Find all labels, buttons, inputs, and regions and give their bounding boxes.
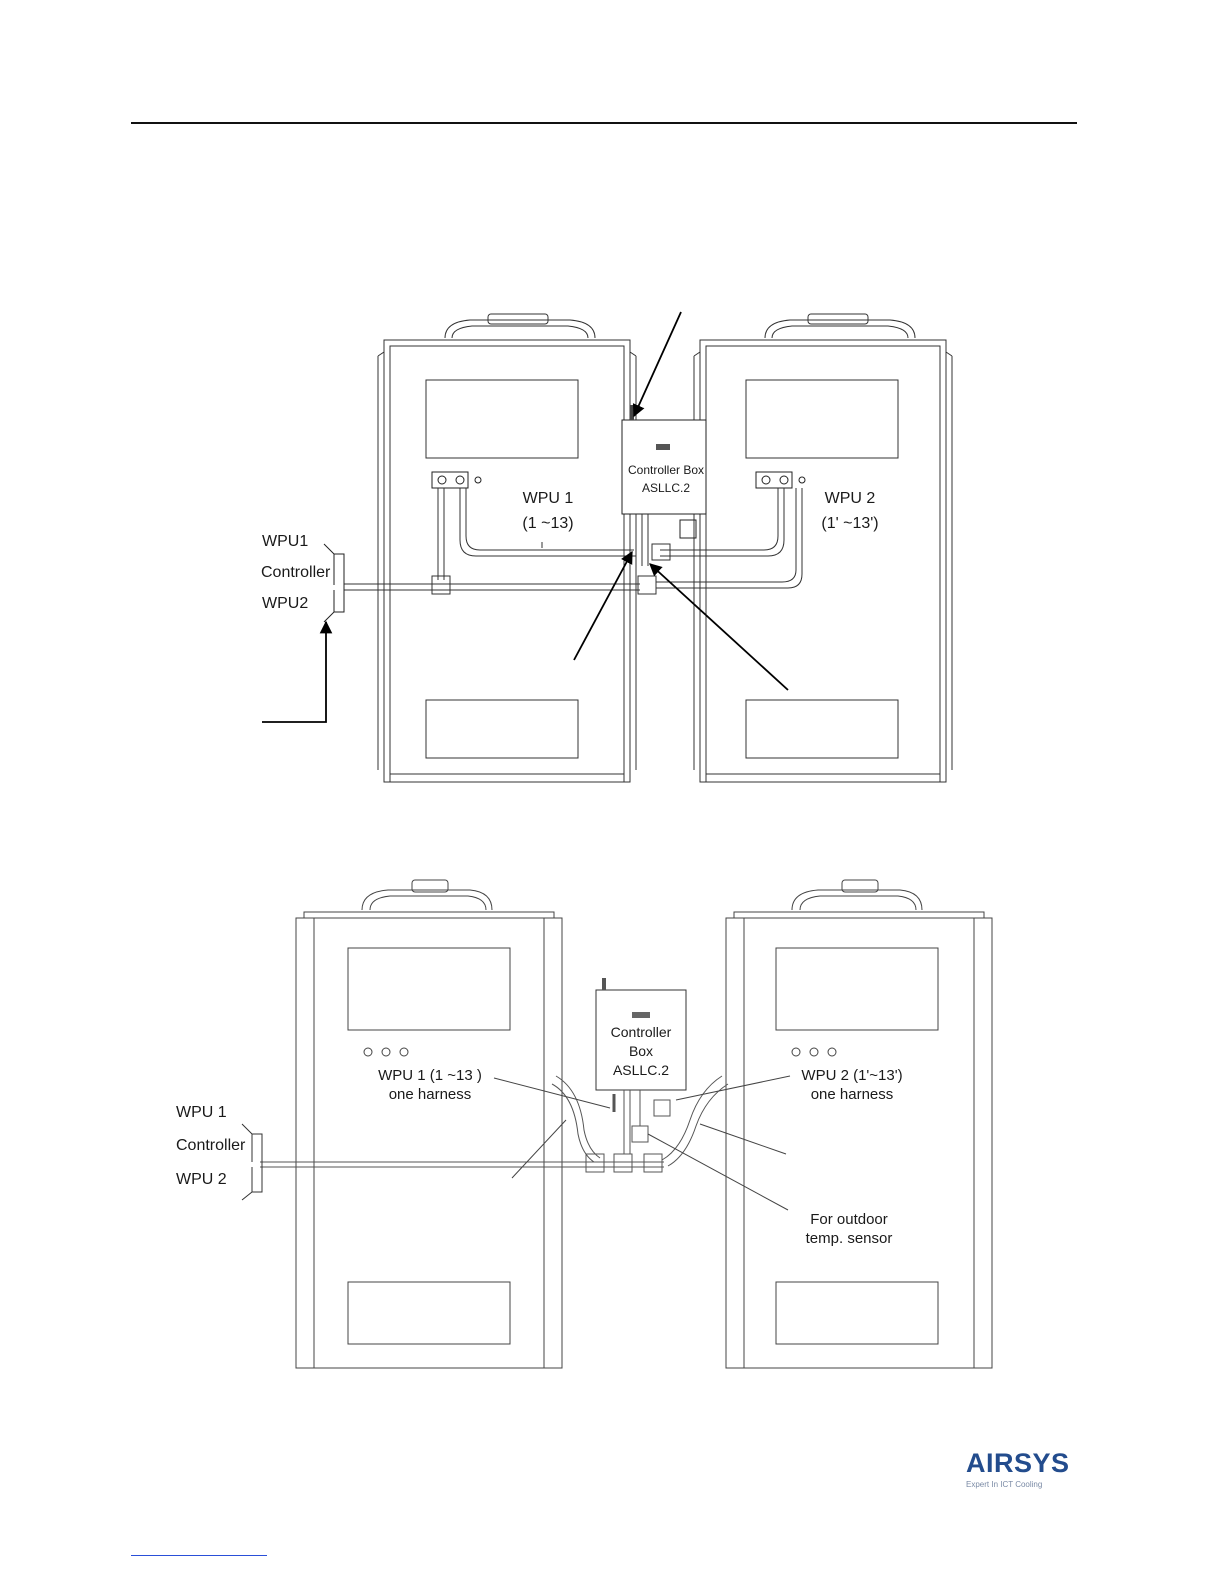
fig2-unit-left bbox=[296, 880, 562, 1368]
logo-tagline: Expert In ICT Cooling bbox=[966, 1480, 1043, 1489]
fig2-left-label-controller: Controller bbox=[176, 1137, 246, 1154]
fig2-controller-box-line1: Controller bbox=[610, 1024, 672, 1040]
airsys-logo bbox=[962, 1448, 1070, 1492]
fig1-unit-left bbox=[378, 314, 636, 782]
fig1-controller-box bbox=[622, 405, 706, 538]
fig2-left-labels bbox=[176, 1104, 246, 1188]
fig1-controller-box-line2: ASLLC.2 bbox=[641, 481, 691, 495]
fig2-sensor-note-line2: temp. sensor bbox=[805, 1230, 893, 1247]
fig2-wpu2-line1: WPU 2 (1'~13') bbox=[801, 1067, 903, 1084]
fig1-wpu1-line1: WPU 1 bbox=[522, 490, 574, 507]
fig1-wpu2-line1: WPU 2 bbox=[824, 490, 876, 507]
fig1-arrow-lower-left bbox=[574, 552, 632, 660]
fig1-cable-glands bbox=[432, 472, 805, 488]
fig1-arrow-top bbox=[634, 312, 681, 416]
fig2-unit-right bbox=[726, 880, 992, 1368]
fig2-controller-box-line3: ASLLC.2 bbox=[612, 1062, 670, 1078]
fig2-sensor-note-line1: For outdoor bbox=[810, 1211, 888, 1228]
fig1-unit-right bbox=[694, 314, 952, 782]
fig2-left-label-wpu1: WPU 1 bbox=[176, 1104, 227, 1121]
fig1-wpu2-line2: (1' ~13') bbox=[821, 515, 879, 532]
fig2-wpu2-line2: one harness bbox=[810, 1086, 894, 1103]
fig1-left-label-wpu2: WPU2 bbox=[262, 595, 309, 612]
fig2-controller-box-line2: Box bbox=[628, 1043, 654, 1059]
fig2-controller-box bbox=[596, 978, 686, 1090]
footer-rule bbox=[131, 1555, 267, 1556]
fig2-wpu1-line1: WPU 1 (1 ~13 ) bbox=[378, 1067, 482, 1084]
fig2-leader-lines bbox=[494, 1076, 790, 1210]
fig2-left-bracket bbox=[242, 1124, 262, 1200]
figure-2 bbox=[176, 880, 992, 1368]
fig2-left-label-wpu2: WPU 2 bbox=[176, 1171, 227, 1188]
fig1-left-bracket bbox=[324, 544, 344, 622]
fig1-left-label-controller: Controller bbox=[261, 564, 331, 581]
fig2-wpu1-line2: one harness bbox=[388, 1086, 472, 1103]
figure-1 bbox=[261, 312, 952, 782]
fig1-left-label-wpu1: WPU1 bbox=[262, 533, 309, 550]
fig1-wpu1-line2: (1 ~13) bbox=[522, 515, 574, 532]
fig1-arrow-elbow bbox=[262, 622, 326, 722]
fig1-arrow-lower-right bbox=[650, 564, 788, 690]
fig1-left-labels bbox=[261, 533, 331, 612]
fig1-controller-box-line1: Controller Box bbox=[627, 463, 705, 477]
logo-brand: AIRSYS bbox=[966, 1448, 1070, 1478]
